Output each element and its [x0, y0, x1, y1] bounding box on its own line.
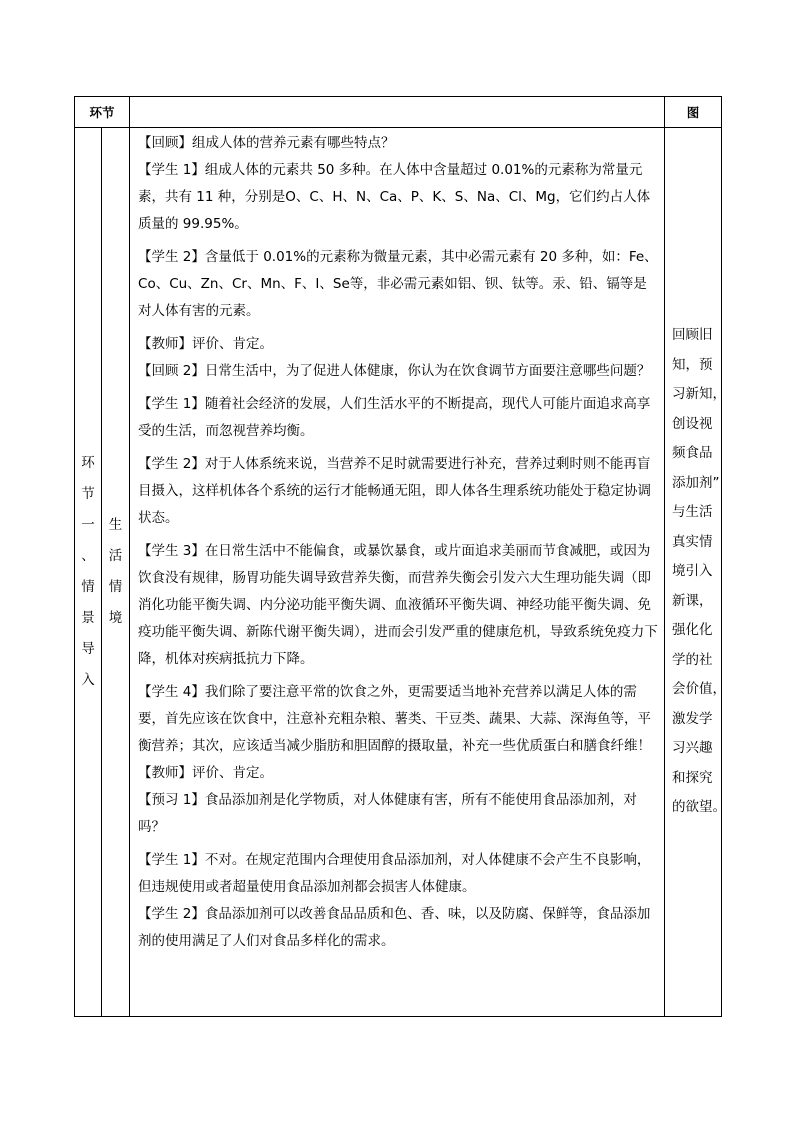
header-content	[130, 97, 665, 128]
stage-label-char: 一	[81, 517, 95, 533]
sub-label-char: 境	[108, 610, 123, 626]
sub-label-char: 情	[108, 579, 123, 595]
design-intent-cell	[665, 128, 727, 1017]
content-paragraph	[138, 538, 658, 673]
stage-label-char: 导	[81, 641, 95, 657]
paragraph-text: 含量低于 0.01%的元素称为微量元素，其中必需元素有 20 多种，如：Fe、Co、Cu、Zn、Cr、Mn、F、I、Se等，非必需元素如铝、钡、钛等。汞、铅、镉等是对人体有害的元素。	[138, 249, 658, 319]
paragraph-text: 食品添加剂可以改善食品品质和色、香、味，以及防腐、保鲜等，食品添加剂的使用满足了人们对食品多样化的需求。	[138, 906, 651, 949]
paragraph-text: 我们除了要注意平常的饮食之外，更需要适当地补充营养以满足人体的需要，首先应该在饮食中，注意补充粗杂粮、薯类、干豆类、蔬果、大蒜、深海鱼等，平衡营养；其次，应该适当减少脂肪和胆固醇的摄取量，补充一些优质蛋白和膳食纤维！	[138, 684, 652, 754]
design-intent-line: 添加剂”	[672, 474, 720, 491]
design-intent-line: 创设视	[672, 415, 713, 432]
speaker-label: 【回顾】	[138, 135, 193, 151]
speaker-label: 【学生 2】	[138, 906, 205, 922]
design-intent-line: 回顾旧	[672, 327, 713, 344]
content-paragraph	[138, 358, 658, 385]
speaker-label: 【学生 2】	[138, 249, 205, 265]
design-intent-line: 学的社	[672, 651, 713, 668]
paragraph-text: 食品添加剂是化学物质，对人体健康有害，所有不能使用食品添加剂，对吗？	[138, 792, 637, 835]
content-paragraph	[138, 760, 658, 787]
speaker-label: 【教师】	[138, 765, 193, 781]
content-paragraph	[138, 331, 658, 358]
speaker-label: 【学生 4】	[138, 684, 205, 700]
design-intent-line: 的欲望。	[672, 799, 727, 816]
speaker-label: 【预习 1】	[138, 792, 205, 808]
stage-label-char: 情	[81, 579, 95, 595]
sub-label-char: 活	[108, 548, 123, 564]
design-intent-line: 会价值，	[672, 681, 727, 698]
stage-label-char: 节	[81, 486, 95, 502]
paragraph-text: 组成人体的元素共 50 多种。在人体中含量超过 0.01%的元素称为常量元素，共有 11 种，分别是O、C、H、N、Ca、P、K、S、Na、Cl、Mg，它们约占人体质量的 99.95%。	[138, 162, 651, 232]
content-paragraph	[138, 244, 658, 325]
design-intent-line: 频食品	[672, 445, 713, 462]
header-figure: 图	[665, 97, 722, 128]
paragraph-text: 对于人体系统来说，当营养不足时就需要进行补充，营养过剩时则不能再盲目摄入，这样机体各个系统的运行才能畅通无阻，即人体各生理系统功能处于稳定协调状态。	[138, 456, 652, 526]
design-intent-line: 激发学	[672, 710, 713, 727]
paragraph-text: 组成人体的营养元素有哪些特点？	[192, 135, 395, 151]
lesson-content-cell	[130, 128, 665, 1017]
content-paragraph	[138, 787, 658, 841]
design-intent-line: 习兴趣	[672, 740, 713, 757]
stage-label-char: 环	[81, 455, 95, 471]
stage-label-char: 景	[81, 610, 95, 626]
paragraph-text: 评价、肯定。	[192, 765, 274, 781]
stage-label-char: 入	[81, 672, 95, 688]
paragraph-text: 评价、肯定。	[192, 336, 274, 352]
design-intent-line: 习新知，	[672, 386, 727, 403]
design-intent-line: 真实情	[672, 533, 713, 550]
speaker-label: 【学生 1】	[138, 162, 205, 178]
stage-label-char: 、	[81, 548, 95, 564]
content-paragraph	[138, 130, 658, 157]
content-paragraph	[138, 679, 658, 760]
paragraph-text: 日常生活中，为了促进人体健康，你认为在饮食调节方面要注意哪些问题？	[204, 363, 651, 379]
content-paragraph	[138, 391, 658, 445]
speaker-label: 【回顾 2】	[138, 363, 205, 379]
speaker-label: 【教师】	[138, 336, 193, 352]
sub-label-char: 生	[108, 517, 123, 533]
speaker-label: 【学生 1】	[138, 852, 205, 868]
content-paragraph	[138, 847, 658, 901]
paragraph-text: 随着社会经济的发展，人们生活水平的不断提高，现代人可能片面追求高享受的生活，而忽视营养均衡。	[138, 396, 651, 439]
design-intent-line: 与生活	[672, 504, 713, 521]
speaker-label: 【学生 3】	[138, 543, 205, 559]
sub-label-cell	[102, 128, 130, 1017]
header-stage: 环节	[75, 97, 130, 128]
speaker-label: 【学生 2】	[138, 456, 205, 472]
lesson-plan-table	[74, 96, 727, 1017]
table-row	[75, 128, 722, 1017]
content-paragraph	[138, 157, 658, 238]
paragraph-text: 不对。在规定范围内合理使用食品添加剂，对人体健康不会产生不良影响，但违规使用或者超量使用食品添加剂都会损害人体健康。	[138, 852, 651, 895]
speaker-label: 【学生 1】	[138, 396, 205, 412]
design-intent-line: 强化化	[672, 622, 713, 639]
table-header-row	[75, 97, 722, 128]
stage-label-cell	[75, 128, 102, 1017]
design-intent-line: 知，预	[672, 356, 713, 373]
design-intent-line: 和探究	[672, 769, 713, 786]
design-intent-line: 境引入	[672, 563, 713, 580]
content-paragraph	[138, 451, 658, 532]
paragraph-text: 在日常生活中不能偏食，或暴饮暴食，或片面追求美丽而节食减肥，或因为饮食没有规律，肠胃功能失调导致营养失衡，而营养失衡会引发六大生理功能失调（即消化功能平衡失调、内分泌功能平衡失调、血液循环平衡失调、神经功能平衡失调、免疫功能平衡失调、新陈代谢平衡失调），进而会引发严重的健康危机，导致系统免疫力下降，机体对疾病抵抗力下降。	[138, 543, 658, 667]
content-paragraph	[138, 901, 658, 955]
design-intent-line: 新课，	[672, 592, 713, 609]
